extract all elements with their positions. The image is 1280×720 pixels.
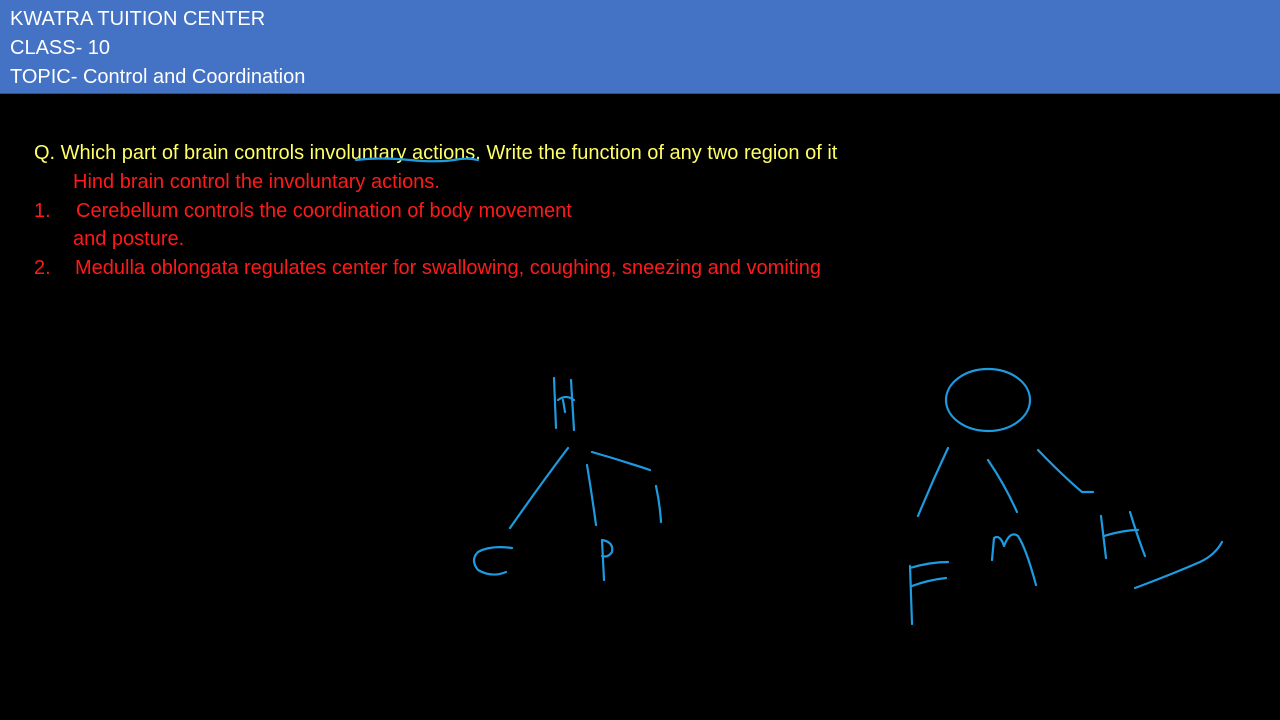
sketch-branch-left [510,448,568,528]
sketch-letter-m [992,534,1036,585]
institute-name: KWATRA TUITION CENTER [10,8,266,30]
sketch-extension-line [1135,542,1222,588]
question-text: Q. Which part of brain controls involuntary actions. Write the function of any two region of it [34,142,838,164]
sketch-letter-p [602,540,612,580]
answer-intro: Hind brain control the involuntary actions. [73,171,440,193]
answer-number-2: 2. [34,257,51,279]
topic-label: TOPIC- Control and Coordination [10,66,306,88]
sketch-circle [946,369,1030,431]
sketch-letter-c [474,547,512,574]
answer-number-1: 1. [34,200,51,222]
sketch-branch-far-right [656,486,661,522]
sketch-branch-right [592,452,650,470]
sketch-branch-mid [587,465,596,525]
class-label: CLASS- 10 [10,37,111,59]
sketch-branch-r-mid [988,460,1017,512]
sketch-letter-h-left [554,378,574,430]
answer-item-2: Medulla oblongata regulates center for swallowing, coughing, sneezing and vomiting [75,257,822,279]
answer-item-1-continuation: and posture. [73,228,185,250]
answer-item-1: Cerebellum controls the coordination of body movement [76,200,572,222]
sketch-branch-r-right [1038,450,1093,492]
title-banner [0,0,1280,94]
sketch-branch-r-left [918,448,948,516]
sketch-letter-h-right [1101,512,1145,558]
sketch-letter-f [910,562,948,624]
